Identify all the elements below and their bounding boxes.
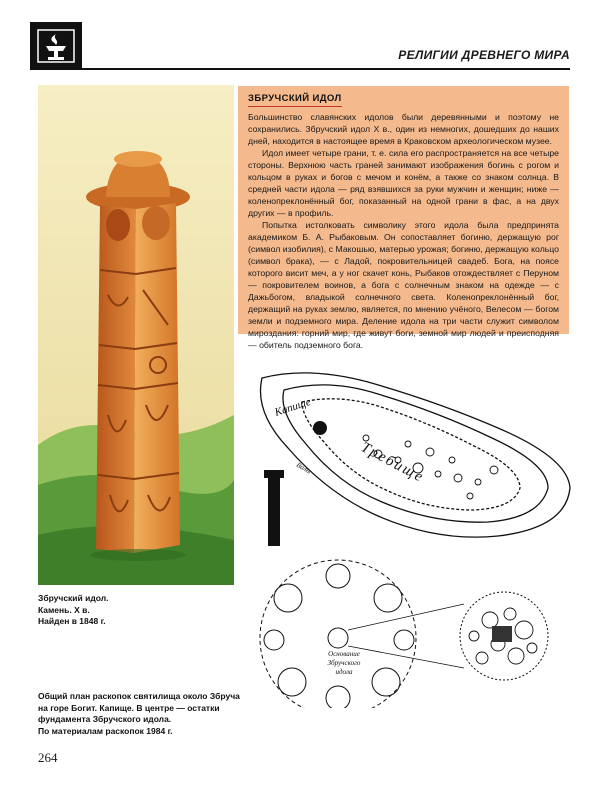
section-logo xyxy=(30,22,82,70)
plan-label-kapishche: Капище xyxy=(273,395,313,419)
idol-illustration xyxy=(38,85,234,585)
article-paragraph: Попытка истолковать символику этого идола была предпринята академиком Б. А. Рыбаковым. Он сопоставляет богиню, держащую рог (символ изобилия), с Макошью, матерью урожая; богиню, держащую кольцо (символ брака), — с Ладой, покровительницей свадеб. Бога, на поясе которого висит меч, а у ног скачет конь, Рыбаков отождествляет с Перуном — покровителем воинов, а бога с солнечным знаком на одежде — с Дажьбогом, владыкой солнечного света. Коленопреклонённый бог, держащий на руках землю, является, по мнению учёного, Велесом — богом земли и подземного мира. Деление идола на три части служит символом мироздания: горний мир, где живут боги, земной мир людей и преисподняя — обитель подземного бога. xyxy=(248,220,559,350)
plan-label-foundation-3: идола xyxy=(335,668,353,676)
temple-brazier-icon xyxy=(36,28,76,64)
plan-label-valy: Валы xyxy=(295,460,313,476)
article-box xyxy=(238,86,569,350)
plan-label-foundation-1: Основание xyxy=(328,650,360,658)
plan-label-foundation-2: Збручского xyxy=(327,659,361,667)
plan-label-trebishche: Требище xyxy=(358,439,427,487)
plan-caption xyxy=(38,691,268,737)
idol-caption xyxy=(38,593,228,628)
plan-caption-line: на горе Богит. Капище. В центре — остатки xyxy=(38,702,220,713)
idol-caption-line: Збручский идол. xyxy=(38,593,109,603)
article-title: ЗБРУЧСКИЙ ИДОЛ xyxy=(248,93,342,107)
header-rule xyxy=(82,68,570,70)
article-paragraph: Большинство славянских идолов были деревянными и поэтому не сохранились. Збручский идол X в., один из немногих, дошедших до наших дней, находится в настоящее время в Краковском археологическом музее. xyxy=(248,112,559,146)
page-number: 264 xyxy=(38,750,58,765)
plan-caption-line: По материалам раскопок 1984 г. xyxy=(38,725,173,736)
plan-caption-line: фундамента Збручского идола. xyxy=(38,714,172,724)
plan-caption-line: Общий план раскопок святилища около Збруча xyxy=(38,691,240,701)
article-paragraph: Идол имеет четыре грани, т. е. сила его распространяется на все четыре стороны. Верхнюю часть граней занимают изображения богинь с рогом и кольцом в руках и богов с мечом и конём, а также со знаком солнца. В средней части идола — ряд взявшихся за руки мужчин и женщин; ниже — коленопреклонённый бог, показанный на одной грани в фас, а на двух других — в профиль. xyxy=(248,148,559,218)
idol-caption-line: Камень. X в. xyxy=(38,604,90,615)
idol-caption-line: Найден в 1848 г. xyxy=(38,616,106,626)
excavation-plan xyxy=(248,368,578,708)
section-title: РЕЛИГИИ ДРЕВНЕГО МИРА xyxy=(398,48,570,62)
